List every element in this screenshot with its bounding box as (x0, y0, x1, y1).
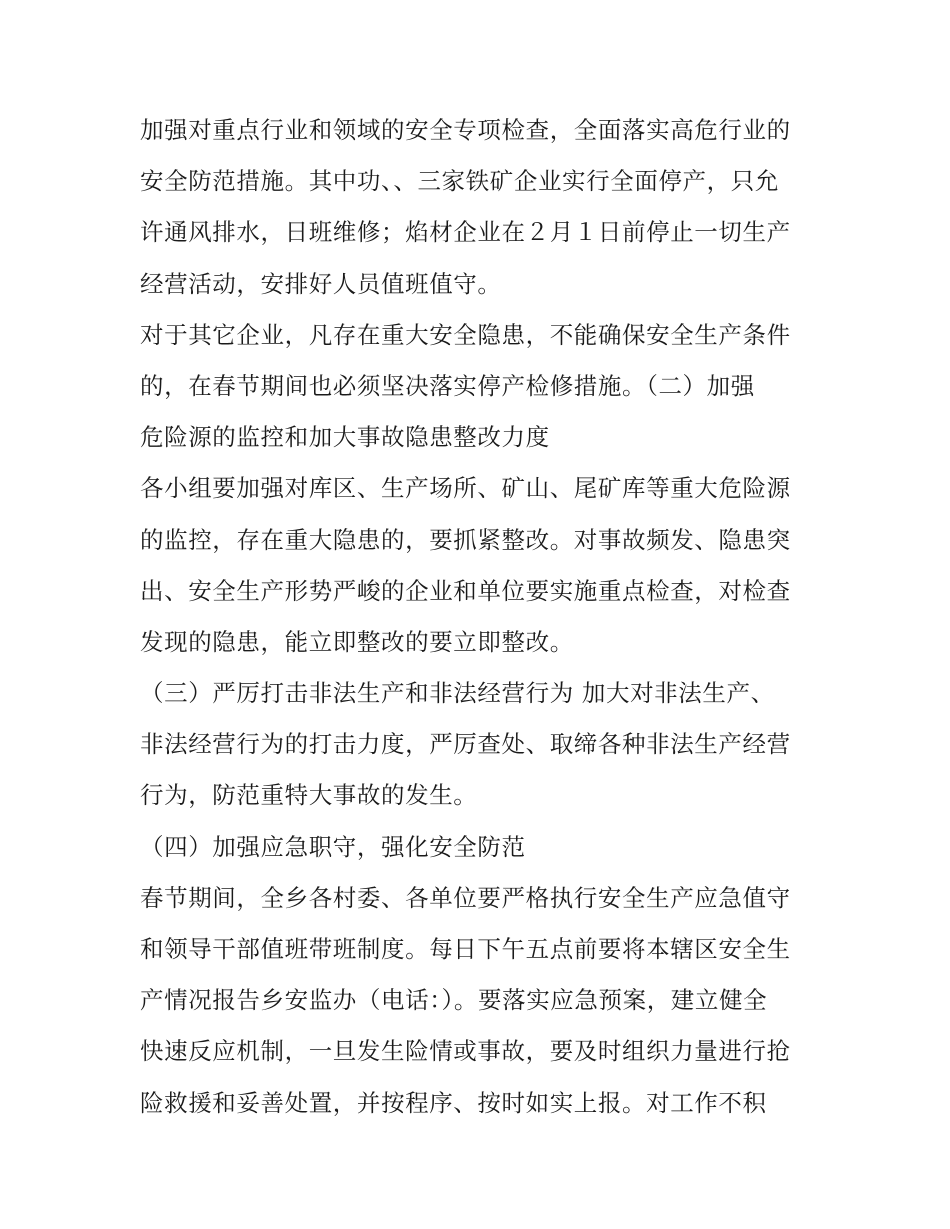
text-line: 加强对重点行业和领域的安全专项检查，全面落实高危行业的 (140, 116, 791, 144)
text-line: 各小组要加强对库区、生产场所、矿山、尾矿库等重大危险源 (140, 474, 791, 503)
text-line: 和领导干部值班带班制度。每日下午五点前要将本辖区安全生 (140, 935, 791, 963)
text-line: 产情况报告乡安监办（电话：）。要落实应急预案，建立健全 (140, 986, 768, 1015)
text-line: 非法经营行为的打击力度，严厉查处、取缔各种非法生产经营 (140, 730, 791, 759)
text-line: 的监控，存在重大隐患的，要抓紧整改。对事故频发、隐患突 (140, 525, 791, 554)
text-line: 行为，防范重特大事故的发生。 (140, 781, 478, 810)
text-line: 发现的隐患，能立即整改的要立即整改。 (140, 627, 574, 656)
text-line: 许通风排水，日班维修；焰材企业在２月１日前停止一切生产 (140, 218, 791, 247)
section-heading-line: 危险源的监控和加大事故隐患整改力度 (140, 423, 550, 452)
text-line: 的，在春节期间也必须坚决落实停产检修措施。（二）加强 (140, 371, 755, 400)
text-line: 对于其它企业，凡存在重大安全隐患，不能确保安全生产条件 (140, 320, 791, 349)
text-line: 经营活动，安排好人员值班值守。 (140, 269, 502, 298)
text-line: 出、安全生产形势严峻的企业和单位要实施重点检查，对检查 (140, 576, 791, 605)
text-line: 险救援和妥善处置，并按程序、按时如实上报。对工作不积 (140, 1088, 767, 1117)
text-line: 安全防范措施。其中功、、三家铁矿企业实行全面停产，只允 (140, 167, 779, 196)
text-line: 春节期间，全乡各村委、各单位要严格执行安全生产应急值守 (140, 883, 791, 912)
section-heading-line: （四）加强应急职守，强化安全防范 (140, 832, 526, 861)
text-line: 快速反应机制，一旦发生险情或事故，要及时组织力量进行抢 (140, 1037, 791, 1066)
section-heading-line: （三）严厉打击非法生产和非法经营行为 加大对非法生产、 (140, 679, 775, 708)
document-body (140, 105, 820, 1129)
